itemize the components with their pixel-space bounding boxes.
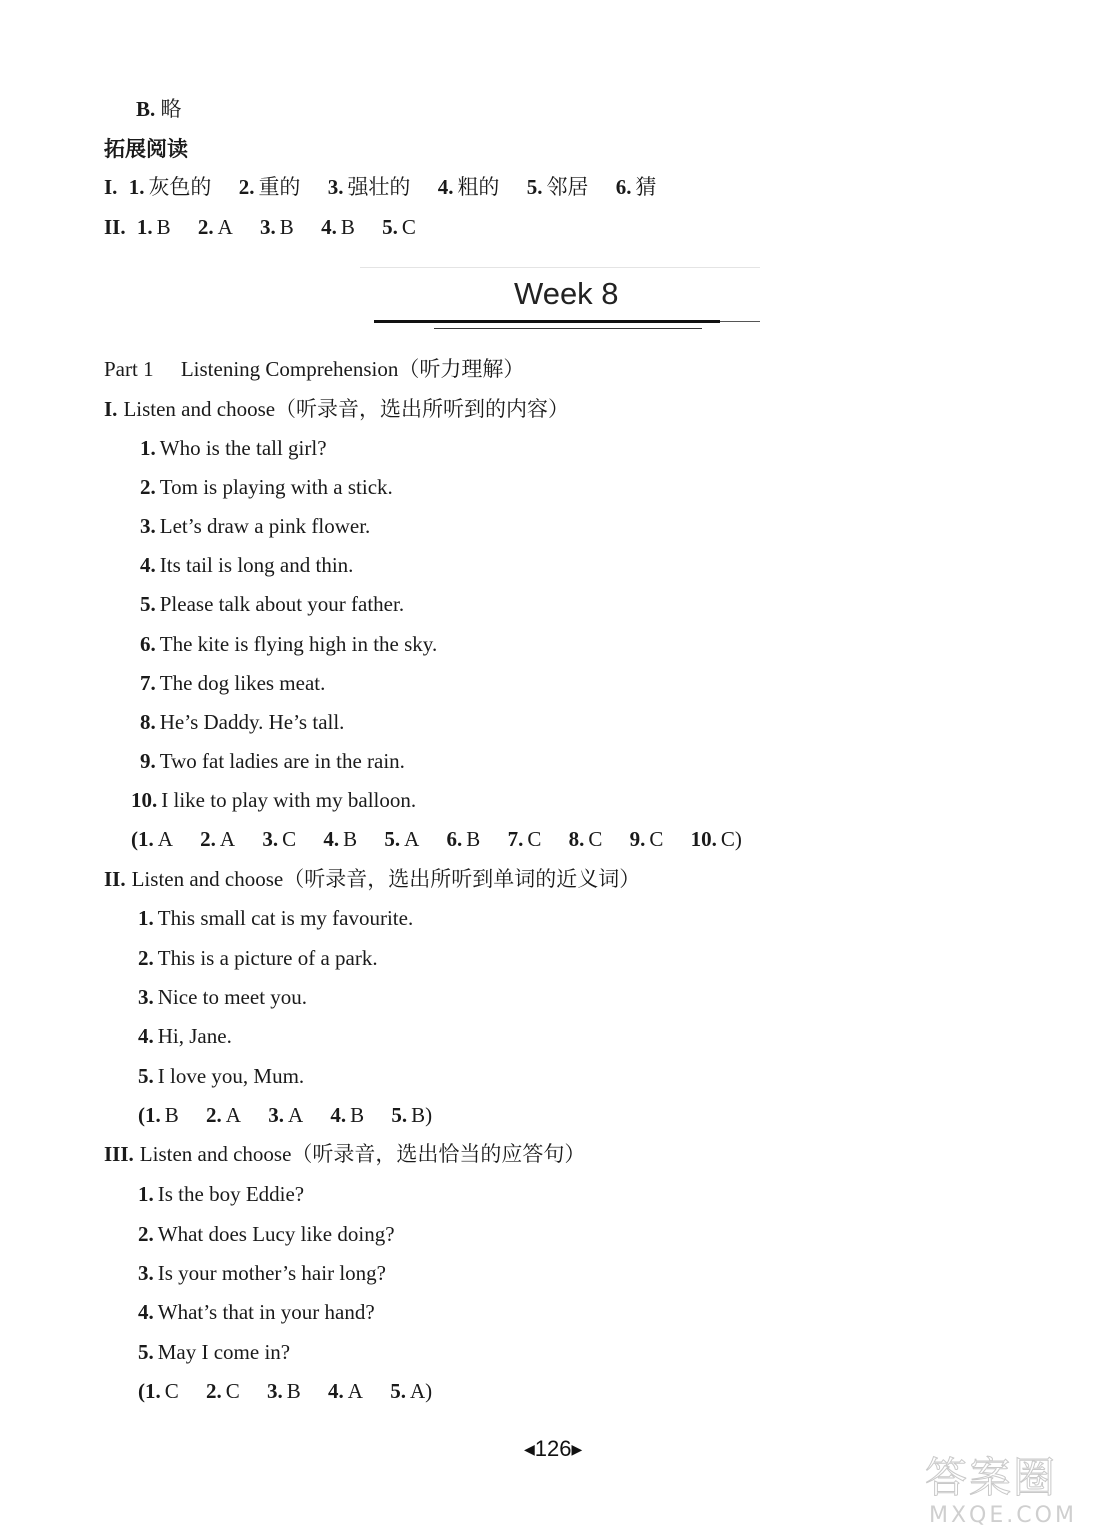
watermark-bottom: MXQE.COM [929, 1503, 1077, 1528]
answer-item: 3. C [262, 827, 297, 851]
row-ii [104, 213, 438, 241]
answer-item: 6. B [446, 827, 481, 851]
section-ii-heading: II. Listen and choose（听录音，选出所听到单词的近义词） [104, 867, 641, 891]
b-text: 略 [160, 97, 182, 121]
list-item: 4. Its tail is long and thin. [140, 553, 354, 577]
header-rule-thick [374, 320, 720, 323]
list-item: 8. He’s Daddy. He’s tall. [140, 710, 345, 734]
answer-item: 1. 灰色的 [128, 175, 212, 199]
list-item: 10. I like to play with my balloon. [131, 788, 417, 812]
list-item: 5. May I come in? [138, 1340, 291, 1364]
header-rule-tail [720, 321, 760, 322]
answer-item: 5. 邻居 [526, 175, 589, 199]
list-item: 2. Tom is playing with a stick. [140, 475, 393, 499]
answer-item: 3. B [260, 215, 294, 239]
answer-item: 3. B [267, 1379, 301, 1403]
answer-item: 2. A [197, 215, 233, 239]
section-i-answers [131, 825, 764, 853]
answer-item: 5. B) [391, 1103, 433, 1127]
answer-item: 2. A [206, 1103, 241, 1127]
watermark-logo [925, 1455, 1095, 1533]
list-item: 1. Who is the tall girl? [140, 436, 327, 460]
list-item: 4. What’s that in your hand? [138, 1300, 375, 1324]
section-iii-answers [138, 1377, 454, 1405]
part-heading [104, 355, 524, 383]
header-rule-top [360, 267, 760, 268]
list-item: 9. Two fat ladies are in the rain. [140, 749, 405, 773]
row-i [104, 173, 678, 201]
section-heading: 拓展阅读 [104, 137, 188, 161]
triangle-left-icon: ◀ [524, 1441, 535, 1457]
b-line [136, 95, 182, 123]
answer-item: 1. B [136, 215, 171, 239]
list-item: 1. This small cat is my favourite. [138, 906, 414, 930]
list-item: 4. Hi, Jane. [138, 1024, 232, 1048]
list-item: 2. What does Lucy like doing? [138, 1222, 395, 1246]
part-label: Part 1 [104, 357, 154, 381]
section-ii-answers [138, 1101, 454, 1129]
section-iii-heading: III. Listen and choose（听录音，选出恰当的应答句） [104, 1142, 586, 1166]
answer-item: 4. B [323, 827, 358, 851]
answer-item: (1. A [131, 827, 173, 851]
page-number [524, 1435, 582, 1463]
list-item: 2. This is a picture of a park. [138, 946, 378, 970]
row-ii-numeral: II. [104, 215, 126, 239]
row-i-numeral: I. [104, 175, 118, 199]
watermark-top: 答案圈 [925, 1453, 1058, 1502]
part-title: Listening Comprehension（听力理解） [180, 357, 525, 381]
answer-item: 10. C) [690, 827, 742, 851]
answer-item: 9. C [629, 827, 664, 851]
answer-item: 8. C [568, 827, 603, 851]
answer-item: 5. C [382, 215, 416, 239]
answer-item: 6. 猜 [615, 175, 657, 199]
list-item: 5. Please talk about your father. [140, 592, 405, 616]
list-item: 3. Is your mother’s hair long? [138, 1261, 386, 1285]
answer-item: (1. C [138, 1379, 179, 1403]
list-item: 6. The kite is flying high in the sky. [140, 632, 438, 656]
answer-item: 4. 粗的 [437, 175, 500, 199]
answer-item: 4. A [328, 1379, 363, 1403]
section-i-heading: I. Listen and choose（听录音，选出所听到的内容） [104, 397, 570, 421]
answer-item: 3. A [268, 1103, 304, 1127]
answer-item: 2. 重的 [238, 175, 301, 199]
list-item: 3. Nice to meet you. [138, 985, 308, 1009]
answer-item: 5. A [384, 827, 420, 851]
answer-item: 2. C [206, 1379, 240, 1403]
answer-item: 5. A) [390, 1379, 433, 1403]
list-item: 3. Let’s draw a pink flower. [140, 514, 371, 538]
answer-item: 2. A [200, 827, 236, 851]
triangle-right-icon: ▶ [571, 1441, 583, 1457]
b-label: B. [136, 97, 156, 121]
answer-item: 7. C [507, 827, 542, 851]
list-item: 5. I love you, Mum. [138, 1064, 305, 1088]
list-item: 1. Is the boy Eddie? [138, 1182, 305, 1206]
list-item: 7. The dog likes meat. [140, 671, 326, 695]
week-title: Week 8 [514, 276, 619, 311]
header-rule-thin [434, 328, 702, 329]
answer-item: 4. B [321, 215, 355, 239]
answer-item: (1. B [138, 1103, 179, 1127]
page-number-value: 126 [534, 1436, 572, 1461]
answer-item: 4. B [330, 1103, 365, 1127]
answer-item: 3. 强壮的 [327, 175, 411, 199]
